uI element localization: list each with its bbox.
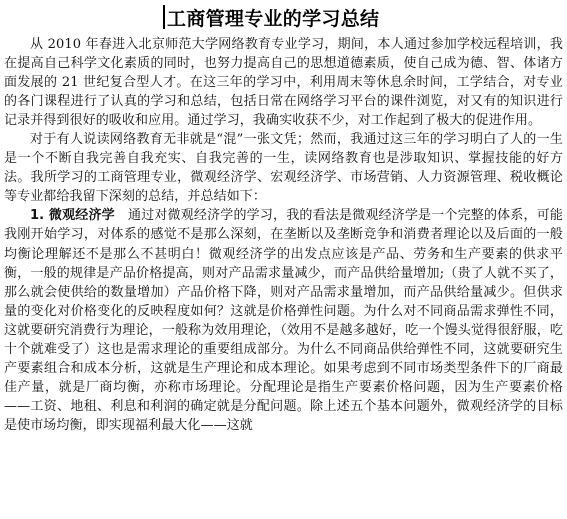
paragraph-intro[interactable]: 从 2010 年春进入北京师范大学网络教育专业学习，期间，本人通过参加学校远程培训，我在提高自己科学文化素质的同时，也努力提高自己的思想道德素质，使自己成为德、智、体诸方面发展的 21 世纪复合型人才。在这三年的学习中，利用周末等休息余时间，工学结合，对专业的各门课程进行了认真的学习和总结，包括日常在网络学习平台的课件浏览，对又有的知识进行记录并得到很好的吸收和应用。通过学习，我确实收获不少，对工作起到了极大的促进作用。	[4, 37, 563, 129]
section-microeconomics[interactable]	[4, 206, 563, 435]
text-cursor	[163, 5, 165, 29]
section-text: 通过对微观经济学的学习，我的看法是微观经济学是一个完整的体系，可能我刚开始学习，对体系的感觉不是那么深刻，在垄断以及垄断竞争和消费者理论以及后面的一般均衡论理解还不是那么不甚明白！微观经济学的出发点应该是产品、劳务和生产要素的供求平衡，一般的规律是产品价格提高，则对产品需求量减少，而产品供给量增加;（贵了人就不买了，那么就会使供给的数量增加）产品价格下降，则对产品需求量增加，而产品供给量减少。但供求量的变化对价格变化的反映程度如何？这就是价格弹性问题。为什么对不同商品需求弹性不同，这就要研究消费行为理论，一般称为效用理论，（效用不是越多越好，吃一个馒头觉得很舒服，吃十个就难受了）这也是需求理论的重要组成部分。为什么不同商品供给弹性不同，这就要研究生产要素组合和成本分析，这就是生产理论和成本理论。如果考虑到不同市场类型条件下的厂商最佳产量，就是厂商均衡，亦称市场理论。分配理论是指生产要素价格问题，因为生产要素价格——工资、地租、利息和利润的确定就是分配问题。除上述五个基本问题外，微观经济学的目标是使市场均衡，即实现福利最大化——这就	[4, 208, 563, 433]
document-body[interactable]	[4, 35, 563, 435]
document-title[interactable]: 工商管理专业的学习总结	[167, 7, 380, 30]
title-row	[163, 4, 379, 30]
section-heading: 1. 微观经济学	[30, 208, 115, 224]
paragraph-view[interactable]: 对于有人说读网络教育无非就是“混”一张文凭；然而，我通过这三年的学习明白了人的一生是一个不断自我完善自我充实、自我完善的一生，读网络教育也是涉取知识、掌握技能的好方法。我所学习的工商管理专业，微观经济学、宏观经济学、市场营销、人力资源管理、税收概论等专业都给我留下深刻的总结，并总结如下：	[4, 132, 563, 205]
